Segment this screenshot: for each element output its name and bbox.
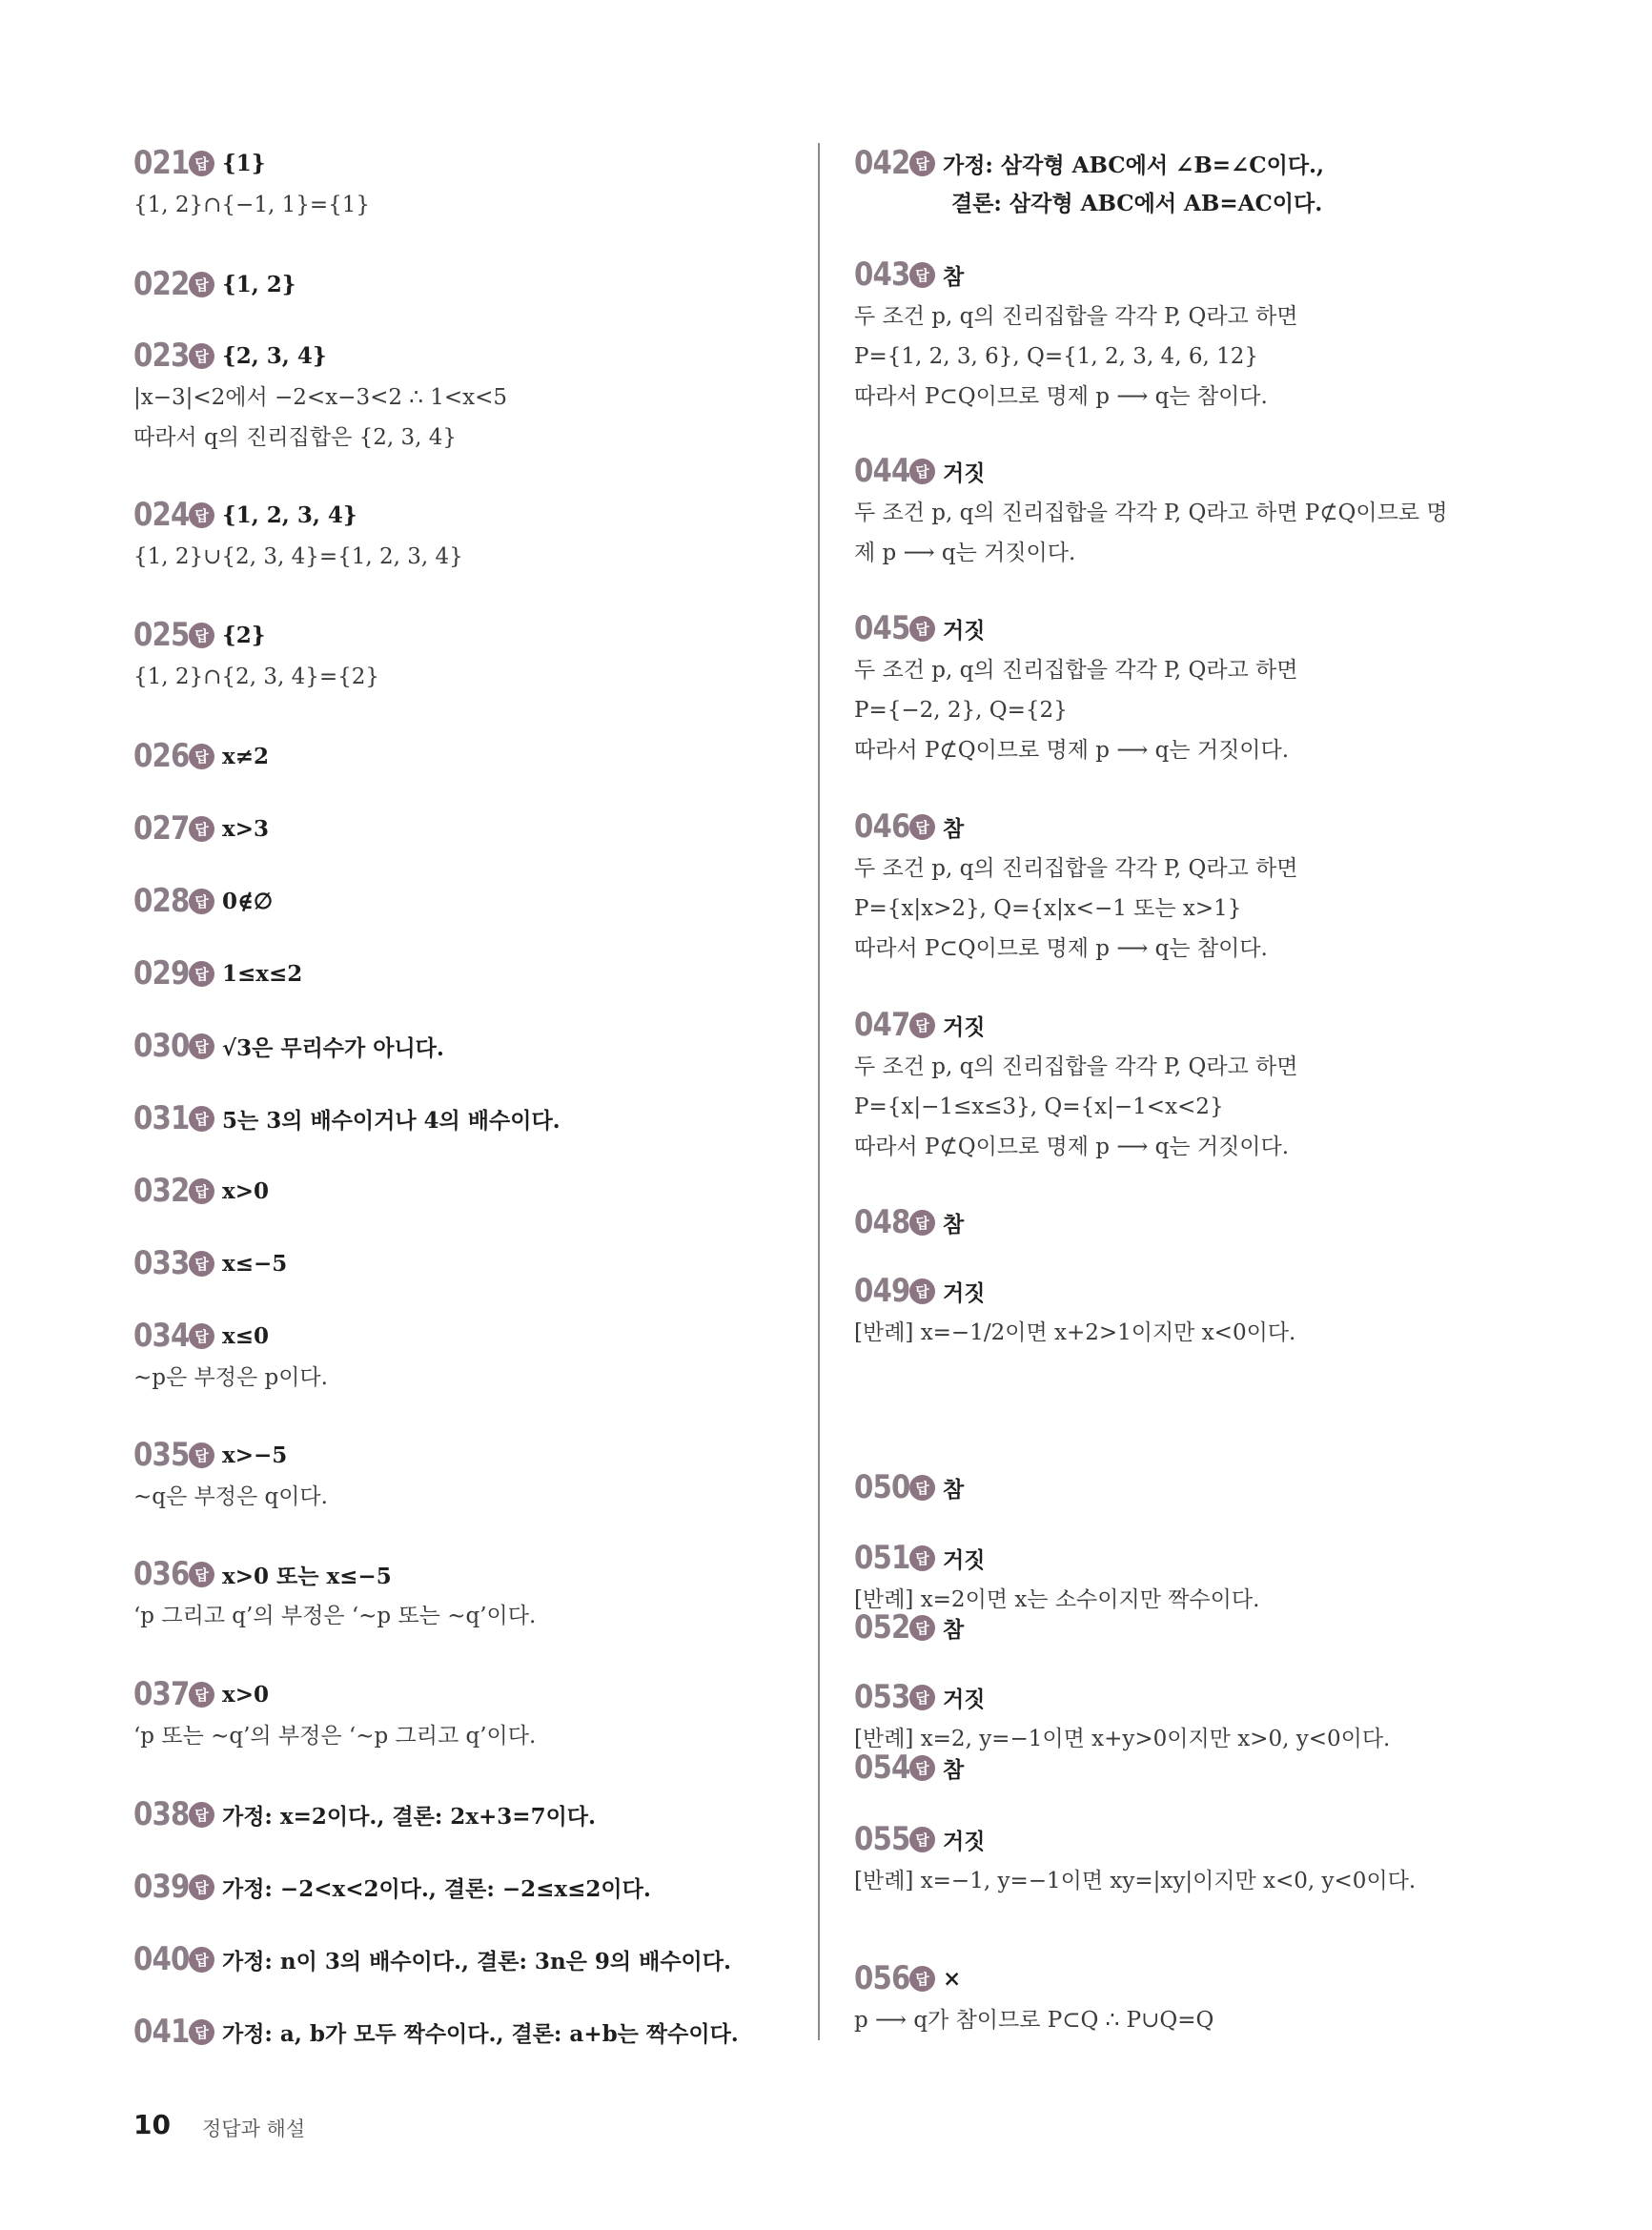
entry-header xyxy=(854,805,1540,849)
answer-entry xyxy=(854,1200,1540,1244)
explanation-line: P={−2, 2}, Q={2} xyxy=(854,698,1068,723)
answer-entry xyxy=(133,1314,887,1398)
entry-header xyxy=(133,734,887,778)
answer-badge: 답 xyxy=(189,1802,214,1828)
answer-text: {2, 3, 4} xyxy=(222,342,327,369)
answer-badge: 답 xyxy=(189,2019,214,2045)
answer-text: 거짓 xyxy=(943,1686,986,1712)
explanation-line: 따라서 P⊂Q이므로 명제 p ⟶ q는 참이다. xyxy=(854,384,1268,409)
answer-text: x≠2 xyxy=(222,743,269,769)
problem-number: 035 xyxy=(133,1436,190,1474)
problem-number: 048 xyxy=(854,1203,910,1241)
entry-header xyxy=(133,1865,887,1909)
answer-entry xyxy=(133,1552,887,1636)
entry-header xyxy=(133,493,887,537)
answer-badge: 답 xyxy=(189,744,214,769)
answer-entry xyxy=(854,253,1540,417)
explanation-line: 따라서 q의 진리집합은 {2, 3, 4} xyxy=(133,425,458,450)
explanation-line: 두 조건 p, q의 진리집합을 각각 P, Q라고 하면 xyxy=(854,304,1298,329)
answer-entry xyxy=(133,1672,887,1756)
explanation-line: |x−3|<2에서 −2<x−3<2 ∴ 1<x<5 xyxy=(133,385,508,410)
problem-number: 042 xyxy=(854,144,910,182)
problem-number: 050 xyxy=(854,1468,910,1506)
entry-header xyxy=(854,1675,1540,1719)
answer-entry xyxy=(854,805,1540,969)
entry-header xyxy=(133,1024,887,1068)
problem-number: 039 xyxy=(133,1868,190,1906)
answer-text: × xyxy=(943,1965,962,1992)
answer-text-continued: 결론: 삼각형 ABC에서 AB=AC이다. xyxy=(951,191,1323,216)
problem-number: 056 xyxy=(854,1959,910,1997)
answer-badge: 답 xyxy=(909,1615,935,1641)
answer-entry xyxy=(133,262,887,306)
entry-header xyxy=(854,449,1540,493)
answer-text: √3은 무리수가 아니다. xyxy=(222,1034,444,1061)
explanation-line: P={x|−1≤x≤3}, Q={x|−1<x<2} xyxy=(854,1095,1224,1119)
problem-number: 029 xyxy=(133,954,190,992)
problem-number: 024 xyxy=(133,496,190,534)
explanation-line: ∼q은 부정은 q이다. xyxy=(133,1484,328,1509)
answer-text: 거짓 xyxy=(943,1828,986,1854)
answer-entry xyxy=(854,1606,1540,1649)
entry-header xyxy=(854,1606,1540,1649)
column-divider xyxy=(818,143,820,2040)
answer-badge: 답 xyxy=(909,151,935,176)
answer-text: 5는 3의 배수이거나 4의 배수이다. xyxy=(222,1107,561,1134)
entry-header xyxy=(133,1433,887,1477)
problem-number: 027 xyxy=(133,809,190,848)
answer-badge: 답 xyxy=(189,1562,214,1587)
answer-entry xyxy=(133,1024,887,1068)
problem-number: 054 xyxy=(854,1749,910,1787)
explanation-line: [반례] x=2, y=−1이면 x+y>0이지만 x>0, y<0이다. xyxy=(854,1727,1391,1751)
problem-number: 040 xyxy=(133,1940,190,1978)
entry-header xyxy=(854,1817,1540,1861)
answer-text: x>0 또는 x≤−5 xyxy=(222,1563,392,1589)
entry-header xyxy=(854,1269,1540,1313)
answer-badge: 답 xyxy=(909,1755,935,1781)
entry-header xyxy=(854,1465,1540,1509)
answer-text: {1, 2} xyxy=(222,271,296,297)
problem-number: 034 xyxy=(133,1317,190,1355)
entry-header xyxy=(133,1937,887,1981)
answer-text: x>3 xyxy=(222,815,269,842)
answer-badge: 답 xyxy=(189,889,214,914)
explanation-line: 두 조건 p, q의 진리집합을 각각 P, Q라고 하면 xyxy=(854,658,1298,683)
answer-text: 거짓 xyxy=(943,1013,986,1040)
answer-badge: 답 xyxy=(189,272,214,297)
answer-entry xyxy=(133,2010,887,2054)
answer-text: 참 xyxy=(943,1756,965,1783)
answer-badge: 답 xyxy=(189,1251,214,1277)
answer-text: 참 xyxy=(943,1616,965,1643)
entry-header xyxy=(133,1552,887,1596)
answer-entry xyxy=(854,1269,1540,1353)
answer-badge: 답 xyxy=(909,1210,935,1236)
answer-entry xyxy=(854,606,1540,770)
entry-header xyxy=(854,606,1540,650)
answer-entry xyxy=(133,334,887,458)
problem-number: 053 xyxy=(854,1678,910,1716)
answer-badge: 답 xyxy=(909,262,935,288)
answer-entry xyxy=(133,734,887,778)
explanation-line: 따라서 P⊂Q이므로 명제 p ⟶ q는 참이다. xyxy=(854,936,1268,961)
entry-header xyxy=(854,141,1540,185)
answer-badge: 답 xyxy=(909,814,935,840)
answer-entry xyxy=(133,1937,887,1981)
answer-entry xyxy=(854,141,1540,223)
answer-badge: 답 xyxy=(909,1013,935,1038)
answer-badge: 답 xyxy=(189,151,214,176)
answer-text: x>−5 xyxy=(222,1442,288,1468)
answer-text: x>0 xyxy=(222,1681,269,1708)
answer-badge: 답 xyxy=(909,1685,935,1710)
explanation-line: [반례] x=−1, y=−1이면 xy=|xy|이지만 x<0, y<0이다. xyxy=(854,1869,1417,1893)
answer-badge: 답 xyxy=(909,616,935,642)
answer-badge: 답 xyxy=(189,1947,214,1973)
answer-text: 참 xyxy=(943,815,965,842)
entry-header xyxy=(133,334,887,378)
problem-number: 031 xyxy=(133,1099,190,1137)
answer-entry xyxy=(133,493,887,577)
entry-header xyxy=(854,1200,1540,1244)
answer-entry xyxy=(133,879,887,923)
explanation-line: ‘p 그리고 q’의 부정은 ‘∼p 또는 ∼q’이다. xyxy=(133,1604,537,1628)
problem-number: 037 xyxy=(133,1675,190,1713)
problem-number: 021 xyxy=(133,144,190,182)
entry-header xyxy=(133,613,887,657)
entry-header xyxy=(854,1003,1540,1047)
entry-header xyxy=(133,262,887,306)
answer-text: 가정: a, b가 모두 짝수이다., 결론: a+b는 짝수이다. xyxy=(222,2020,739,2047)
answer-entry xyxy=(133,1096,887,1140)
explanation-line: {1, 2}∪{2, 3, 4}={1, 2, 3, 4} xyxy=(133,544,463,569)
entry-header xyxy=(133,1792,887,1836)
answer-badge: 답 xyxy=(189,1033,214,1059)
answer-text: 거짓 xyxy=(943,1279,986,1306)
answer-badge: 답 xyxy=(189,1442,214,1468)
problem-number: 026 xyxy=(133,737,190,775)
answer-badge: 답 xyxy=(909,459,935,484)
entry-header xyxy=(133,1314,887,1358)
problem-number: 028 xyxy=(133,882,190,920)
explanation-line: 두 조건 p, q의 진리집합을 각각 P, Q라고 하면 P⊄Q이므로 명 xyxy=(854,501,1448,525)
problem-number: 036 xyxy=(133,1555,190,1593)
answer-badge: 답 xyxy=(189,1323,214,1349)
answer-badge: 답 xyxy=(909,1279,935,1304)
explanation-line: P={1, 2, 3, 6}, Q={1, 2, 3, 4, 6, 12} xyxy=(854,344,1258,369)
footer-label: 정답과 해설 xyxy=(202,2117,306,2140)
answer-entry xyxy=(133,1433,887,1517)
answer-text: {1} xyxy=(222,150,266,176)
answer-badge: 답 xyxy=(189,1106,214,1132)
entry-header xyxy=(133,141,887,185)
answer-badge: 답 xyxy=(909,1545,935,1571)
answer-text: 참 xyxy=(943,1476,965,1503)
explanation-line: ‘p 또는 ∼q’의 부정은 ‘∼p 그리고 q’이다. xyxy=(133,1724,537,1749)
answer-entry xyxy=(854,1956,1540,2040)
answer-text: 거짓 xyxy=(943,617,986,644)
answer-entry xyxy=(133,1169,887,1213)
answer-entry xyxy=(133,141,887,225)
answer-text: 거짓 xyxy=(943,1546,986,1573)
entry-header xyxy=(133,2010,887,2054)
answer-entry xyxy=(854,449,1540,573)
problem-number: 033 xyxy=(133,1244,190,1282)
answer-text: x≤−5 xyxy=(222,1250,288,1277)
answer-text: 가정: 삼각형 ABC에서 ∠B=∠C이다., xyxy=(943,152,1325,178)
explanation-line: 두 조건 p, q의 진리집합을 각각 P, Q라고 하면 xyxy=(854,1054,1298,1079)
answer-text: 거짓 xyxy=(943,460,986,486)
answer-text: x>0 xyxy=(222,1177,269,1204)
entry-header xyxy=(854,1956,1540,2000)
answer-badge: 답 xyxy=(189,623,214,648)
answer-text: x≤0 xyxy=(222,1322,269,1349)
answer-badge: 답 xyxy=(189,1682,214,1708)
explanation-line: [반례] x=2이면 x는 소수이지만 짝수이다. xyxy=(854,1587,1260,1612)
answer-entry xyxy=(133,1241,887,1285)
explanation-line: [반례] x=−1/2이면 x+2>1이지만 x<0이다. xyxy=(854,1320,1296,1345)
answer-text: 1≤x≤2 xyxy=(222,960,303,987)
answer-entry xyxy=(133,807,887,850)
page-number: 10 xyxy=(133,2109,171,2140)
answer-badge: 답 xyxy=(189,502,214,528)
entry-header xyxy=(133,951,887,995)
answer-text: {1, 2, 3, 4} xyxy=(222,501,357,528)
explanation-line: {1, 2}∩{−1, 1}={1} xyxy=(133,193,371,217)
explanation-line: 따라서 P⊄Q이므로 명제 p ⟶ q는 거짓이다. xyxy=(854,738,1290,763)
problem-number: 051 xyxy=(854,1539,910,1577)
answer-text: 가정: x=2이다., 결론: 2x+3=7이다. xyxy=(222,1803,597,1830)
answer-text: {2} xyxy=(222,622,266,648)
answer-text: 0∉∅ xyxy=(222,888,274,914)
answer-entry xyxy=(854,1746,1540,1790)
answer-badge: 답 xyxy=(909,1827,935,1852)
problem-number: 023 xyxy=(133,337,190,375)
entry-header xyxy=(133,1672,887,1716)
answer-badge: 답 xyxy=(189,1178,214,1204)
entry-header xyxy=(133,1241,887,1285)
problem-number: 041 xyxy=(133,2013,190,2051)
entry-header xyxy=(133,807,887,850)
problem-number: 047 xyxy=(854,1006,910,1044)
problem-number: 030 xyxy=(133,1027,190,1065)
answer-badge: 답 xyxy=(909,1475,935,1501)
answer-badge: 답 xyxy=(189,816,214,842)
entry-header xyxy=(133,879,887,923)
answer-entry xyxy=(133,951,887,995)
problem-number: 022 xyxy=(133,265,190,303)
entry-header xyxy=(854,1536,1540,1580)
answer-badge: 답 xyxy=(189,1874,214,1900)
answer-entry xyxy=(854,1003,1540,1167)
entry-header xyxy=(133,1169,887,1213)
explanation-line: P={x|x>2}, Q={x|x<−1 또는 x>1} xyxy=(854,896,1242,921)
answer-badge: 답 xyxy=(189,343,214,369)
answer-entry xyxy=(854,1465,1540,1509)
problem-number: 046 xyxy=(854,808,910,846)
explanation-line: ∼p은 부정은 p이다. xyxy=(133,1365,328,1390)
answer-entry xyxy=(854,1817,1540,1901)
problem-number: 052 xyxy=(854,1608,910,1647)
answer-text: 가정: n이 3의 배수이다., 결론: 3n은 9의 배수이다. xyxy=(222,1948,731,1974)
explanation-line: 제 p ⟶ q는 거짓이다. xyxy=(854,541,1076,565)
answer-text: 참 xyxy=(943,263,965,290)
problem-number: 049 xyxy=(854,1272,910,1310)
answer-entry xyxy=(133,1792,887,1836)
entry-header xyxy=(133,1096,887,1140)
problem-number: 055 xyxy=(854,1820,910,1858)
answer-badge: 답 xyxy=(909,1966,935,1992)
problem-number: 045 xyxy=(854,609,910,647)
problem-number: 025 xyxy=(133,616,190,654)
explanation-line: {1, 2}∩{2, 3, 4}={2} xyxy=(133,665,380,689)
answer-text: 가정: −2<x<2이다., 결론: −2≤x≤2이다. xyxy=(222,1875,651,1902)
answer-entry xyxy=(133,613,887,697)
explanation-line: 따라서 P⊄Q이므로 명제 p ⟶ q는 거짓이다. xyxy=(854,1135,1290,1159)
problem-number: 043 xyxy=(854,256,910,294)
problem-number: 038 xyxy=(133,1795,190,1833)
explanation-line: 두 조건 p, q의 진리집합을 각각 P, Q라고 하면 xyxy=(854,856,1298,881)
answer-entry xyxy=(133,1865,887,1909)
answer-text: 참 xyxy=(943,1211,965,1238)
problem-number: 032 xyxy=(133,1172,190,1210)
explanation-line: p ⟶ q가 참이므로 P⊂Q ∴ P∪Q=Q xyxy=(854,2008,1214,2033)
entry-header xyxy=(854,253,1540,297)
problem-number: 044 xyxy=(854,452,910,490)
entry-header xyxy=(854,1746,1540,1790)
answer-badge: 답 xyxy=(189,961,214,987)
